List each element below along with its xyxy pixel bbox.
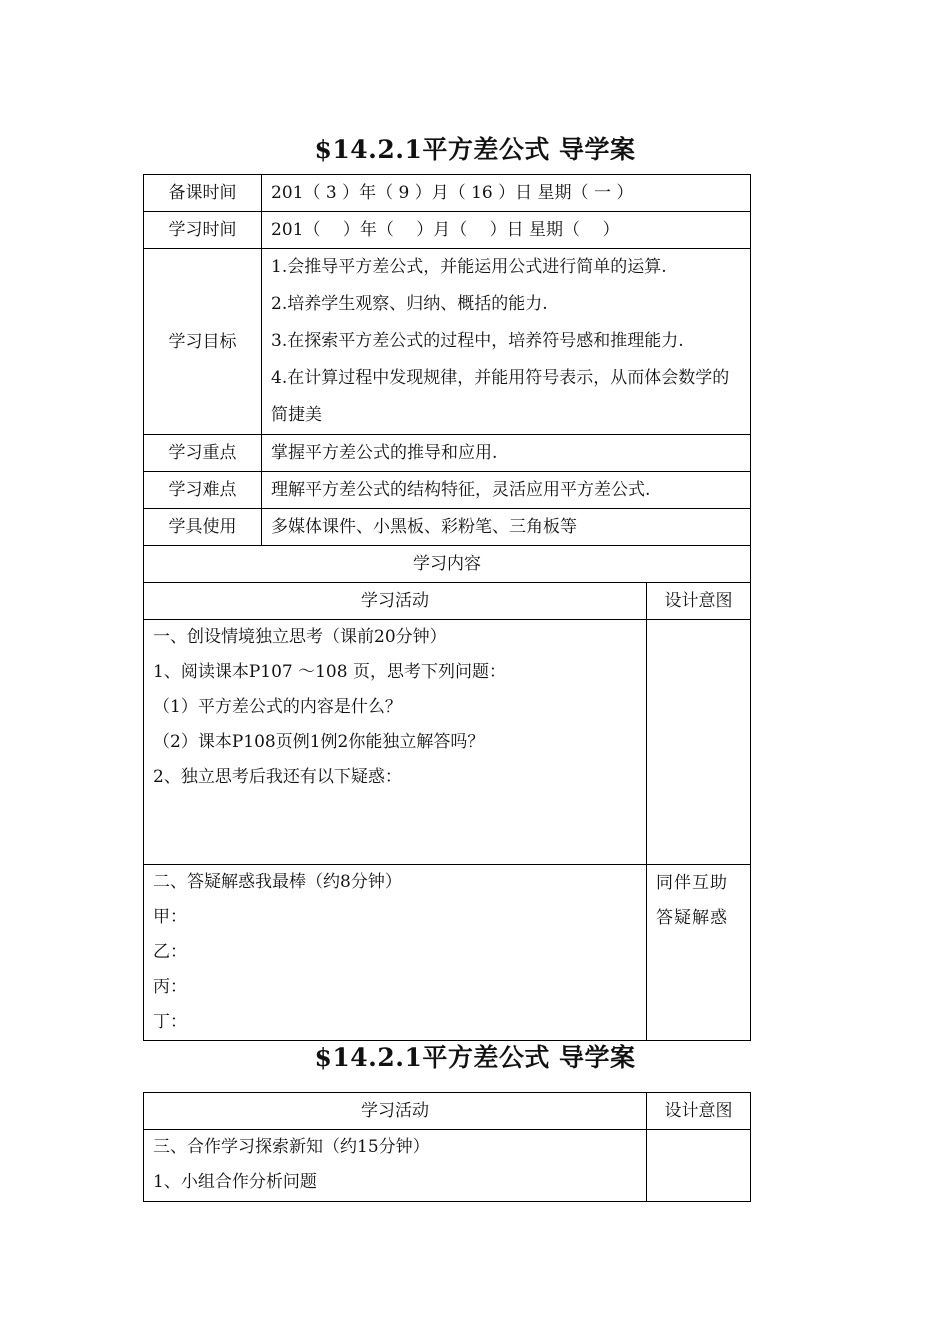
section-1-cell bbox=[144, 620, 647, 865]
page-title: $14.2.1平方差公式 导学案 bbox=[314, 135, 636, 164]
section-1-intent bbox=[647, 620, 751, 865]
key-points-label: 学习重点 bbox=[144, 435, 262, 472]
section-1-line: 2、独立思考后我还有以下疑惑： bbox=[153, 767, 402, 787]
difficulties-label: 学习难点 bbox=[144, 472, 262, 509]
prep-time-label: 备课时间 bbox=[144, 175, 262, 212]
section-2-line: 甲： bbox=[153, 907, 187, 927]
page-2-intent-header: 设计意图 bbox=[647, 1093, 751, 1130]
tools-value: 多媒体课件、小黑板、彩粉笔、三角板等 bbox=[262, 509, 751, 546]
content-header: 学习内容 bbox=[144, 546, 751, 583]
study-time-value: 201（ ）年（ ）月（ ）日 星期（ ） bbox=[262, 212, 751, 249]
intent-header: 设计意图 bbox=[647, 583, 751, 620]
page-2-title: $14.2.1平方差公式 导学案 bbox=[314, 1043, 636, 1072]
section-1-line: （1）平方差公式的内容是什么？ bbox=[153, 697, 402, 717]
section-3-line: 1、小组合作分析问题 bbox=[153, 1172, 317, 1192]
section-1-heading: 一、创设情境独立思考（课前20分钟） bbox=[153, 627, 447, 647]
section-2-cell bbox=[144, 865, 647, 1041]
prep-time-value: 201（ 3 ）年（ 9 ）月（ 16 ）日 星期（ 一 ） bbox=[262, 175, 751, 212]
objective-item: 1.会推导平方差公式，并能运用公式进行简单的运算. bbox=[271, 257, 667, 277]
objective-item: 2.培养学生观察、归纳、概括的能力. bbox=[271, 294, 548, 314]
tools-label: 学具使用 bbox=[144, 509, 262, 546]
difficulties-value: 理解平方差公式的结构特征，灵活应用平方差公式. bbox=[262, 472, 751, 509]
section-2-intent-line: 答疑解惑 bbox=[656, 908, 728, 928]
section-2-line: 丁： bbox=[153, 1012, 187, 1032]
section-3-cell bbox=[144, 1130, 647, 1202]
section-1-line: 1、阅读课本P107 ～108 页，思考下列问题： bbox=[153, 662, 506, 682]
objectives-list bbox=[262, 249, 751, 435]
objective-item: 3.在探索平方差公式的过程中，培养符号感和推理能力. bbox=[271, 331, 684, 351]
lesson-info-table bbox=[143, 174, 751, 1041]
activity-table bbox=[143, 1092, 751, 1202]
section-2-heading: 二、答疑解惑我最棒（约8分钟） bbox=[153, 872, 402, 892]
section-2-intent-line: 同伴互助 bbox=[656, 873, 728, 893]
section-2-line: 乙： bbox=[153, 942, 187, 962]
section-3-heading: 三、合作学习探索新知（约15分钟） bbox=[153, 1137, 430, 1157]
key-points-value: 掌握平方差公式的推导和应用. bbox=[262, 435, 751, 472]
section-1-line: （2）课本P108页例1例2你能独立解答吗？ bbox=[153, 732, 485, 752]
section-3-intent bbox=[647, 1130, 751, 1202]
objective-item: 4.在计算过程中发现规律，并能用符号表示，从而体会数学的简捷美 bbox=[271, 368, 730, 425]
activity-header: 学习活动 bbox=[144, 583, 647, 620]
objectives-label: 学习目标 bbox=[144, 249, 262, 435]
section-2-line: 丙： bbox=[153, 977, 187, 997]
page-2-activity-header: 学习活动 bbox=[144, 1093, 647, 1130]
section-2-intent bbox=[647, 865, 751, 1041]
study-time-label: 学习时间 bbox=[144, 212, 262, 249]
